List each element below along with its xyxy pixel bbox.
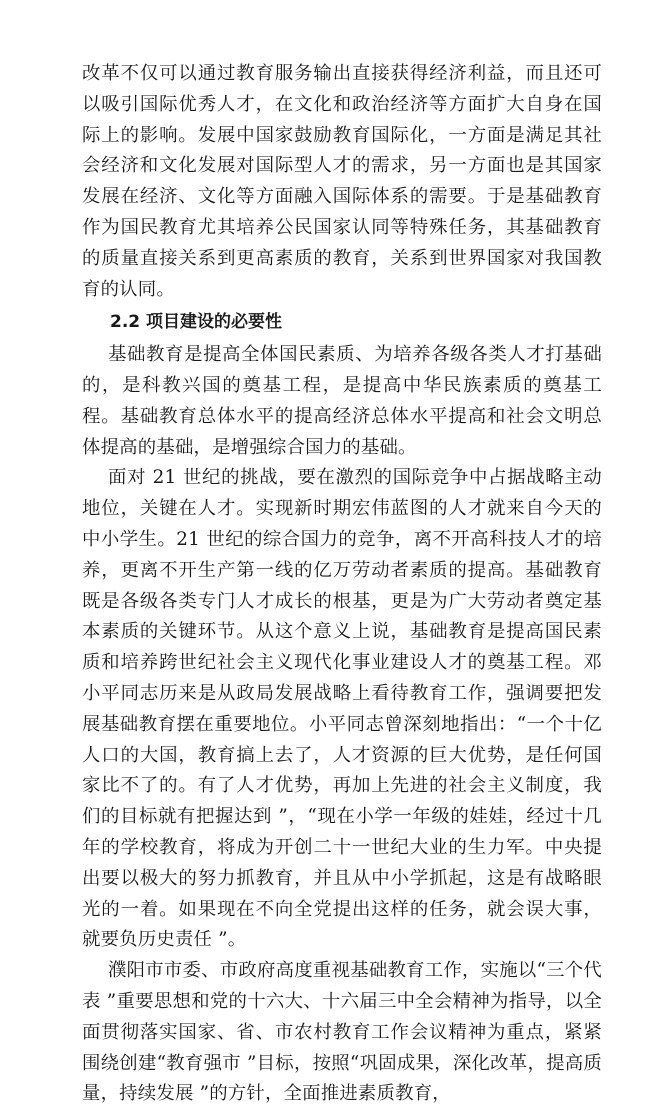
- paragraph-international-education: 改革不仅可以通过教育服务输出直接获得经济利益，而且还可以吸引国际优秀人才，在文化和政治经济等方面扩大自身在国际上的影响。发展中国家鼓励教育国际化，一方面是满足其社会经济和文化发展对国际型人才的需求，另一方面也是其国家发展在经济、文化等方面融入国际体系的需要。于是基础教育作为国民教育尤其培养公民国家认同等特殊任务，其基础教育的质量直接关系到更高素质的教育，关系到世界国家对我国教育的认同。: [82, 63, 602, 300]
- paragraph-puyang-policy: 濮阳市市委、市政府高度重视基础教育工作，实施以“三个代表 ”重要思想和党的十六大、十六届三中全会精神为指导，以全面贯彻落实国家、省、市农村教育工作会议精神为重点，紧紧围绕创建“教育强市 ”目标，按照“巩固成果，深化改革，提高质量，持续发展 ”的方针，全面推进素质教育，: [82, 960, 602, 1105]
- paragraph-21st-century-challenge: 面对 21 世纪的挑战，要在激烈的国际竞争中占据战略主动地位，关键在人才。实现新时期宏伟蓝图的人才就来自今天的中小学生。21 世纪的综合国力的竞争，离不开高科技人才的培养，更离不开生产第一线的亿万劳动者素质的提高。基础教育既是各级各类专门人才成长的根基，更是为广大劳动者奠定基本素质的关键环节。从这个意义上说，基础教育是提高国民素质和培养跨世纪社会主义现代化事业建设人才的奠基工程。邓小平同志历来是从政局发展战略上看待教育工作，强调要把发展基础教育摆在重要地位。小平同志曾深刻地指出：“一个十亿人口的大国，教育搞上去了，人才资源的巨大优势，是任何国家比不了的。有了人才优势，再加上先进的社会主义制度，我们的目标就有把握达到 ”，“现在小学一年级的娃娃，经过十几年的学校教育，将成为开创二十一世纪大业的生力军。中央提出要以极大的努力抓教育，并且从中小学抓起，这是有战略眼光的一着。如果现在不向全党提出这样的任务，就会误大事，就要负历史责任 ”。: [82, 467, 602, 951]
- section-heading: 2.2 项目建设的必要性: [110, 312, 283, 333]
- paragraph-basic-education-foundation: 基础教育是提高全体国民素质、为培养各级各类人才打基础的，是科教兴国的奠基工程，是提高中华民族素质的奠基工程。基础教育总体水平的提高经济总体水平提高和社会文明总体提高的基础，是增强综合国力的基础。: [82, 344, 602, 458]
